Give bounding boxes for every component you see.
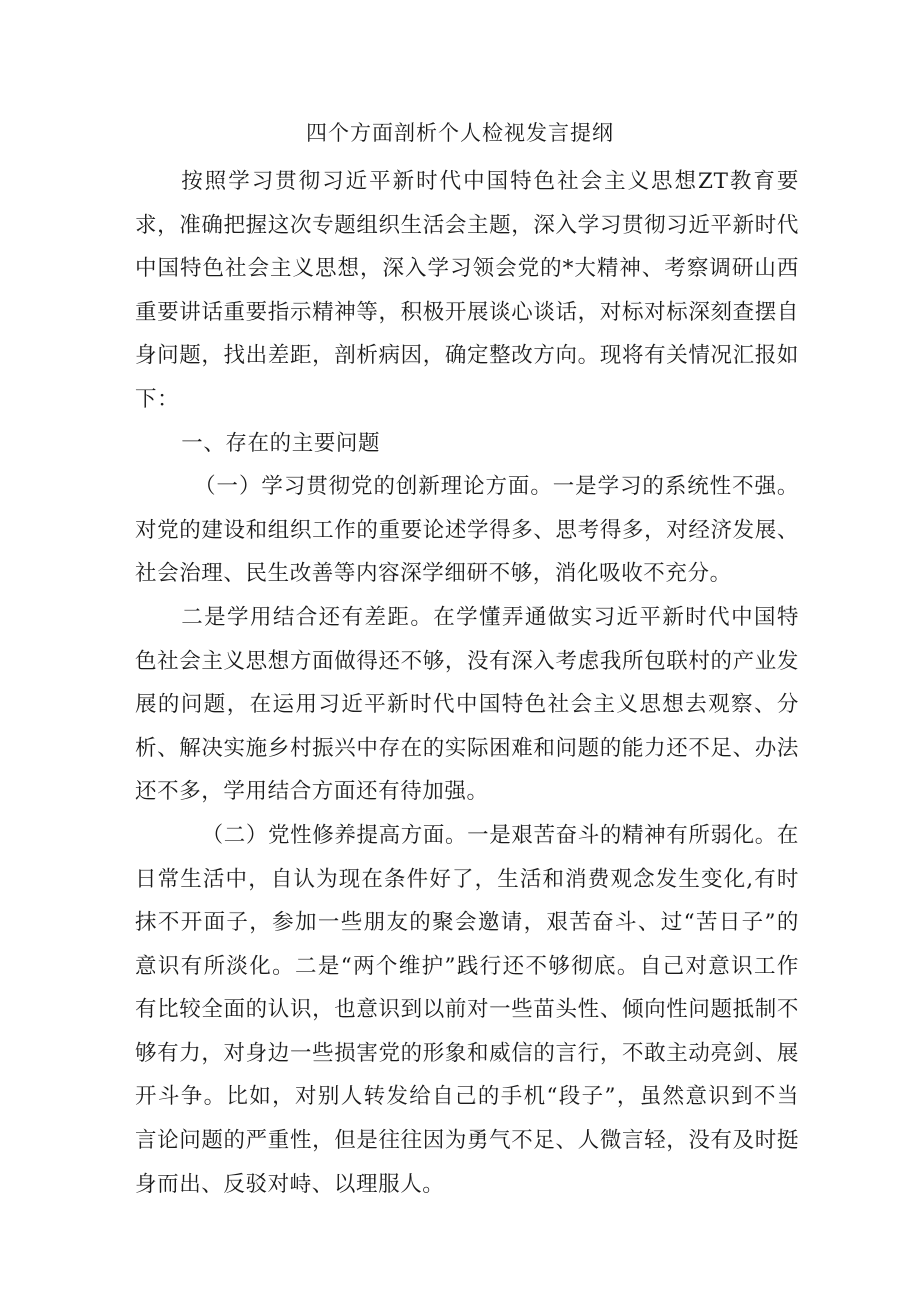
intro-paragraph: 按照学习贯彻习近平新时代中国特色社会主义思想ZT教育要求，准确把握这次专题组织生活会主题，深入学习贯彻习近平新时代中国特色社会主义思想，深入学习领会党的*大精神、考察调研山西重要讲话重要指示精神等，积极开展谈心谈话，对标对标深刻查摆自身问题，找出差距，剖析病因，确定整改方向。现将有关情况汇报如下：: [135, 169, 799, 412]
document-title: 四个方面剖析个人检视发言提纲: [306, 121, 614, 145]
section-heading-main-problems: 一、存在的主要问题: [181, 430, 381, 456]
section-2-paragraph: （二）党性修养提高方面。一是艰苦奋斗的精神有所弱化。在日常生活中，自认为现在条件好了，生活和消费观念发生变化,有时抹不开面子，参加一些朋友的聚会邀请，艰苦奋斗、过“苦日子”的意识有所淡化。二是“两个维护”践行还不够彻底。自己对意识工作有比较全面的认识，也意识到以前对一些苗头性、倾向性问题抵制不够有力，对身边一些损害党的形象和威信的言行，不敢主动亮剑、展开斗争。比如，对别人转发给自己的手机“段子”，虽然意识到不当言论问题的严重性，但是往往因为勇气不足、人微言轻，没有及时挺身而出、反驳对峙、以理服人。: [135, 822, 799, 1197]
section-1-point-2-paragraph: 二是学用结合还有差距。在学懂弄通做实习近平新时代中国特色社会主义思想方面做得还不够，没有深入考虑我所包联村的产业发展的问题，在运用习近平新时代中国特色社会主义思想去观察、分析、解决实施乡村振兴中存在的实际困难和问题的能力还不足、办法还不多，学用结合方面还有待加强。: [135, 604, 799, 805]
section-1-paragraph: （一）学习贯彻党的创新理论方面。一是学习的系统性不强。对党的建设和组织工作的重要论述学得多、思考得多，对经济发展、社会治理、民生改善等内容深学细研不够，消化吸收不充分。: [135, 474, 799, 587]
document-body: [135, 160, 799, 1206]
